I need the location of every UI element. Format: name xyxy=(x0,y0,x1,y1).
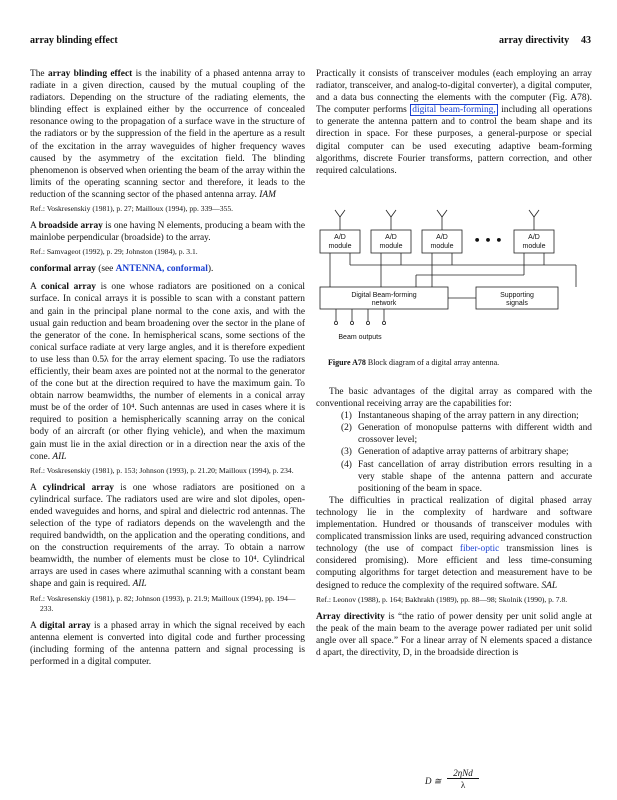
reference-line: Ref.: Voskresenskiy (1981), p. 153; Johnson (1993), p. 21.20; Mailloux (1994), p. 234. xyxy=(30,465,294,475)
term-conformal-array: conformal array xyxy=(30,264,96,275)
header-left-title: array blinding effect xyxy=(30,35,118,46)
digital-array-continued: Practically it consists of transceiver modules (each employing an array radiator, transceiver, and analog-to-digital converter), a digital computer, and a data bus connecting the elements with the computer (Fig. A78). The computer performs digital beam-forming, including all operations to generate the antenna pattern and to control the beam shape and its direction in space. For these purposes, a general-purpose or special digital computer can be used executing adaptive beam-forming algorithms, discrete Fourier transforms, pattern correction, and other required calculations. xyxy=(316,69,592,176)
antenna-symbol xyxy=(437,210,447,230)
formula-lhs: D ≅ xyxy=(425,776,442,786)
entry-conical-array: A conical array is one whose radiators are positioned on a conical surface. In conical arrays it is possible to scan with a constant pattern and gain in the principal plane normal to the cone axis, and with the usual gain reduction and beam broadening over the sector in the plane of the generator of the cone. In hemispherical scans, some sections of the conical surface radiate at very large angles, and it is therefore expedient to use less than 0.5λ for the array element spacing. To use the radiators efficiently, their beam axes are pointed not at the normal to the generator of the cone but at the direction required to have the maximum gain. To obtain narrow beamwidths, the number of elements in a conical array must be of the order of 10⁴. Such antennas are used in cases where it is required to position a hemispherically scanning array on the conical body of an aircraft (or other flying vehicle), and when the maximum gain must lie in the axial direction or in a direction near the axis of the cone. AIL xyxy=(30,282,305,462)
header-right-title: array directivity xyxy=(499,35,570,46)
block-diagram xyxy=(316,205,592,355)
term-digital-array: digital array xyxy=(39,620,91,631)
reference-line: Ref.: Voskresenskiy (1981), p. 27; Mailloux (1994), pp. 339—355. xyxy=(30,204,234,214)
figure-a78 xyxy=(316,205,592,370)
ad-module-label: A/D xyxy=(385,234,397,241)
supporting-signals-label: signals xyxy=(506,300,528,307)
advantages-intro: The basic advantages of the digital array as compared with the conventional receiving array are the capabilities for: xyxy=(316,387,592,410)
entry-broadside-array: A broadside array is one having N elements, producing a beam with the mainlobe perpendicular (broadside) to the array. xyxy=(30,221,305,244)
author-initials: SAL xyxy=(541,580,558,591)
dbf-network-label: network xyxy=(371,300,397,307)
list-item: (1) Instantaneous shaping of the array pattern in any direction; xyxy=(341,411,579,422)
antenna-symbol xyxy=(386,210,396,230)
list-item: (3) Generation of adaptive array patterns of arbitrary shape; xyxy=(341,447,569,458)
running-header xyxy=(30,35,592,49)
figure-caption: Figure A78 Block diagram of a digital array antenna. xyxy=(328,358,500,367)
ad-module-label: A/D xyxy=(334,234,346,241)
digital-beam-forming-link[interactable]: digital beam-forming, xyxy=(412,105,496,116)
advantages-list xyxy=(316,410,592,495)
term-conical-array: conical array xyxy=(40,282,96,293)
ad-module-label: module xyxy=(328,243,352,250)
term-cylindrical-array: cylindrical array xyxy=(42,482,114,493)
fiber-optic-link[interactable]: fiber-optic xyxy=(459,544,500,555)
dbf-network-label: Digital Beam-forming xyxy=(351,292,417,299)
author-initials: IAM xyxy=(259,189,276,200)
reference-line: Ref.: Leonov (1988), p. 164; Bakhrakh (1989), pp. 88—98; Skolnik (1990), p. 7.8. xyxy=(316,594,568,604)
ad-module-label: A/D xyxy=(528,234,540,241)
page-number: 43 xyxy=(581,35,591,46)
difficulties-paragraph: The difficulties in practical realization of digital phased array technology lie in the complexity of hardware and software implementation. Hundred or thousands of transceiver modules with complicated transmission links are used, requiring advanced construction technology (the use of compact fiber-optic transmission lines is considered promising). More efficient and less time-consuming computing algorithms for target detection and measurement have to be designed to reduce the complexity of the required software. SAL xyxy=(316,495,592,591)
entry-conformal-array: conformal array (see ANTENNA, conformal). xyxy=(30,264,214,275)
entry-array-blinding-effect: The array blinding effect is the inability of a phased antenna array to radiate in a given direction, caused by the mutual coupling of the radiators. Depending on the structure of the radiating elements, the blinding effect is explained either by the occurrence of concealed resonance owing to the propagation of a surface wave in the structure of the radiators or by the suppression of the field in the aperture as a result of the excitation in the array waveguides of higher frequency waves caused by the asymmetry of the excitation field. The blinding phenomenon is observed when orienting the beam of the array within the limits of the operating scanning sector and therefore, it leads to the reduction of the scanning sector of the phased antenna array. IAM xyxy=(30,69,306,200)
ad-module-label: A/D xyxy=(436,234,448,241)
entry-cylindrical-array: A cylindrical array is one whose radiators are positioned on a cylindrical surface. The radiators used are wire and slot dipoles, open-ended waveguides and horns, and spiral and dielectric rod antennas. The selection of the type of radiators depends on the wavelength and the required bandwidth, on the application and the operating conditions, and on the construction requirements of the array. To obtain a narrow beamwidth, the number of elements must be close to 10⁴. Cylindrical arrays are used in cases where azimuthal scanning with a constant beam shape and gain is required. AIL xyxy=(30,482,305,590)
left-column xyxy=(30,68,305,668)
antenna-symbol xyxy=(529,210,539,230)
supporting-signals-label: Supporting xyxy=(500,292,534,299)
ad-module-label: module xyxy=(379,243,403,250)
reference-line: Ref.: Voskresenskiy (1981), p. 82; Johnson (1993), p. 21.9; Mailloux (1994), pp. 194—233. xyxy=(30,593,296,613)
reference-line: Ref.: Samvageot (1992), p. 29; Johnston (1984), p. 3.1. xyxy=(30,247,198,257)
entry-digital-array: A digital array is a phased array in which the signal received by each antenna element is converted into digital code and further processing (including forming of the antenna pattern and signal processing is performed in a digital computer. xyxy=(30,620,305,667)
ad-module-label: module xyxy=(522,243,546,250)
right-column xyxy=(316,68,592,177)
list-item: (2) Generation of monopulse patterns with different width and crossover level; xyxy=(341,423,592,446)
formula-numerator: 2ηNd xyxy=(447,768,479,779)
list-item: (4) Fast cancellation of array distribution errors resulting in a very stable shape of the antenna pattern and accurate positioning of the beam in space. xyxy=(341,459,592,494)
term-broadside-array: broadside array xyxy=(38,221,103,232)
beam-outputs-label: Beam outputs xyxy=(338,334,382,341)
ad-module-label: module xyxy=(430,243,454,250)
ellipsis-dots: • • • xyxy=(473,234,503,247)
cross-reference-link[interactable]: ANTENNA, conformal xyxy=(115,264,208,275)
directivity-formula xyxy=(425,768,485,798)
entry-array-directivity: Array directivity is “the ratio of power density per unit solid angle at the peak of the main beam to the average power radiated per unit solid angle over all space.” For a linear array of N elements spaced a distance d apart, the directivity, D, in the broadside direction is xyxy=(316,611,592,658)
antenna-symbol xyxy=(335,210,345,230)
term-array-directivity: Array directivity xyxy=(316,611,385,622)
author-initials: AIL xyxy=(132,579,147,590)
right-column-lower xyxy=(316,386,592,659)
term-array-blinding-effect: array blinding effect xyxy=(47,69,133,79)
author-initials: AIL xyxy=(52,451,67,462)
formula-denominator: λ xyxy=(460,780,466,790)
